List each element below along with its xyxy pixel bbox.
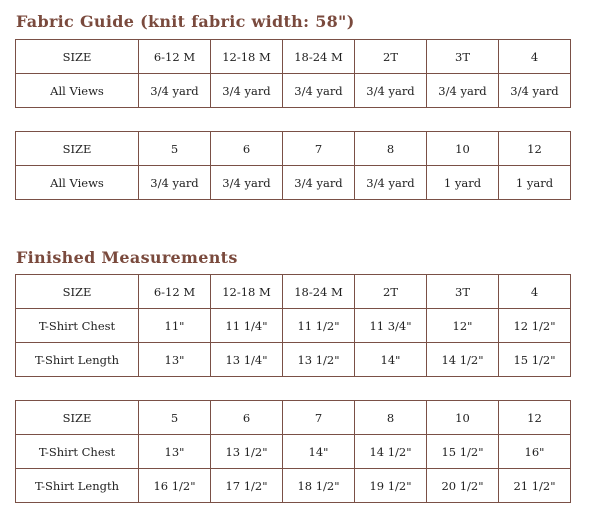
row-label: All Views: [16, 74, 139, 108]
table-cell: 11": [139, 309, 211, 343]
table-row: [16, 309, 571, 343]
table-row: [16, 74, 571, 108]
table-cell: 11 1/2": [283, 309, 355, 343]
header-cell: 6: [211, 401, 283, 435]
table-cell: 3/4 yard: [427, 74, 499, 108]
header-cell: SIZE: [16, 40, 139, 74]
table-cell: 11 1/4": [211, 309, 283, 343]
table-cell: 3/4 yard: [211, 166, 283, 200]
header-cell: 10: [427, 401, 499, 435]
header-cell: 10: [427, 132, 499, 166]
table-cell: 12": [427, 309, 499, 343]
header-cell: SIZE: [16, 275, 139, 309]
header-cell: 12-18 M: [211, 275, 283, 309]
table-cell: 3/4 yard: [211, 74, 283, 108]
header-cell: 3T: [427, 40, 499, 74]
header-cell: 2T: [355, 275, 427, 309]
finished-measurements-table-2: [15, 400, 571, 503]
table-cell: 12 1/2": [499, 309, 571, 343]
finished-measurements-table-1: [15, 274, 571, 377]
header-cell: SIZE: [16, 132, 139, 166]
fabric-guide-table-2: [15, 131, 571, 200]
table-row: [16, 343, 571, 377]
table-cell: 3/4 yard: [139, 74, 211, 108]
table-cell: 14": [355, 343, 427, 377]
header-cell: 2T: [355, 40, 427, 74]
header-cell: 8: [355, 401, 427, 435]
table-cell: 3/4 yard: [499, 74, 571, 108]
table-cell: 3/4 yard: [283, 166, 355, 200]
table-cell: 16": [499, 435, 571, 469]
table-header-row: [16, 132, 571, 166]
table-cell: 13 1/4": [211, 343, 283, 377]
table-cell: 3/4 yard: [283, 74, 355, 108]
row-label: All Views: [16, 166, 139, 200]
row-label: T-Shirt Length: [16, 469, 139, 503]
table-cell: 3/4 yard: [355, 74, 427, 108]
table-header-row: [16, 40, 571, 74]
table-cell: 11 3/4": [355, 309, 427, 343]
row-label: T-Shirt Chest: [16, 309, 139, 343]
table-cell: 19 1/2": [355, 469, 427, 503]
table-cell: 13": [139, 435, 211, 469]
fabric-guide-table-1: [15, 39, 571, 108]
table-row: [16, 435, 571, 469]
table-cell: 13 1/2": [283, 343, 355, 377]
table-cell: 15 1/2": [427, 435, 499, 469]
header-cell: 7: [283, 401, 355, 435]
fabric-guide-title: Fabric Guide (knit fabric width: 58"): [16, 12, 355, 31]
header-cell: 6-12 M: [139, 275, 211, 309]
table-cell: 3/4 yard: [355, 166, 427, 200]
table-cell: 13": [139, 343, 211, 377]
header-cell: 4: [499, 275, 571, 309]
header-cell: 12: [499, 132, 571, 166]
table-cell: 16 1/2": [139, 469, 211, 503]
header-cell: 18-24 M: [283, 40, 355, 74]
table-cell: 1 yard: [499, 166, 571, 200]
header-cell: 5: [139, 401, 211, 435]
table-cell: 3/4 yard: [139, 166, 211, 200]
header-cell: 4: [499, 40, 571, 74]
header-cell: SIZE: [16, 401, 139, 435]
header-cell: 12: [499, 401, 571, 435]
row-label: T-Shirt Chest: [16, 435, 139, 469]
table-cell: 14": [283, 435, 355, 469]
table-header-row: [16, 401, 571, 435]
header-cell: 18-24 M: [283, 275, 355, 309]
table-row: [16, 469, 571, 503]
header-cell: 6: [211, 132, 283, 166]
table-cell: 20 1/2": [427, 469, 499, 503]
table-cell: 21 1/2": [499, 469, 571, 503]
finished-measurements-title: Finished Measurements: [16, 248, 238, 267]
table-cell: 14 1/2": [355, 435, 427, 469]
table-header-row: [16, 275, 571, 309]
table-cell: 1 yard: [427, 166, 499, 200]
table-cell: 18 1/2": [283, 469, 355, 503]
table-cell: 17 1/2": [211, 469, 283, 503]
table-cell: 13 1/2": [211, 435, 283, 469]
row-label: T-Shirt Length: [16, 343, 139, 377]
table-cell: 14 1/2": [427, 343, 499, 377]
header-cell: 7: [283, 132, 355, 166]
header-cell: 8: [355, 132, 427, 166]
header-cell: 6-12 M: [139, 40, 211, 74]
header-cell: 12-18 M: [211, 40, 283, 74]
header-cell: 3T: [427, 275, 499, 309]
header-cell: 5: [139, 132, 211, 166]
table-row: [16, 166, 571, 200]
table-cell: 15 1/2": [499, 343, 571, 377]
